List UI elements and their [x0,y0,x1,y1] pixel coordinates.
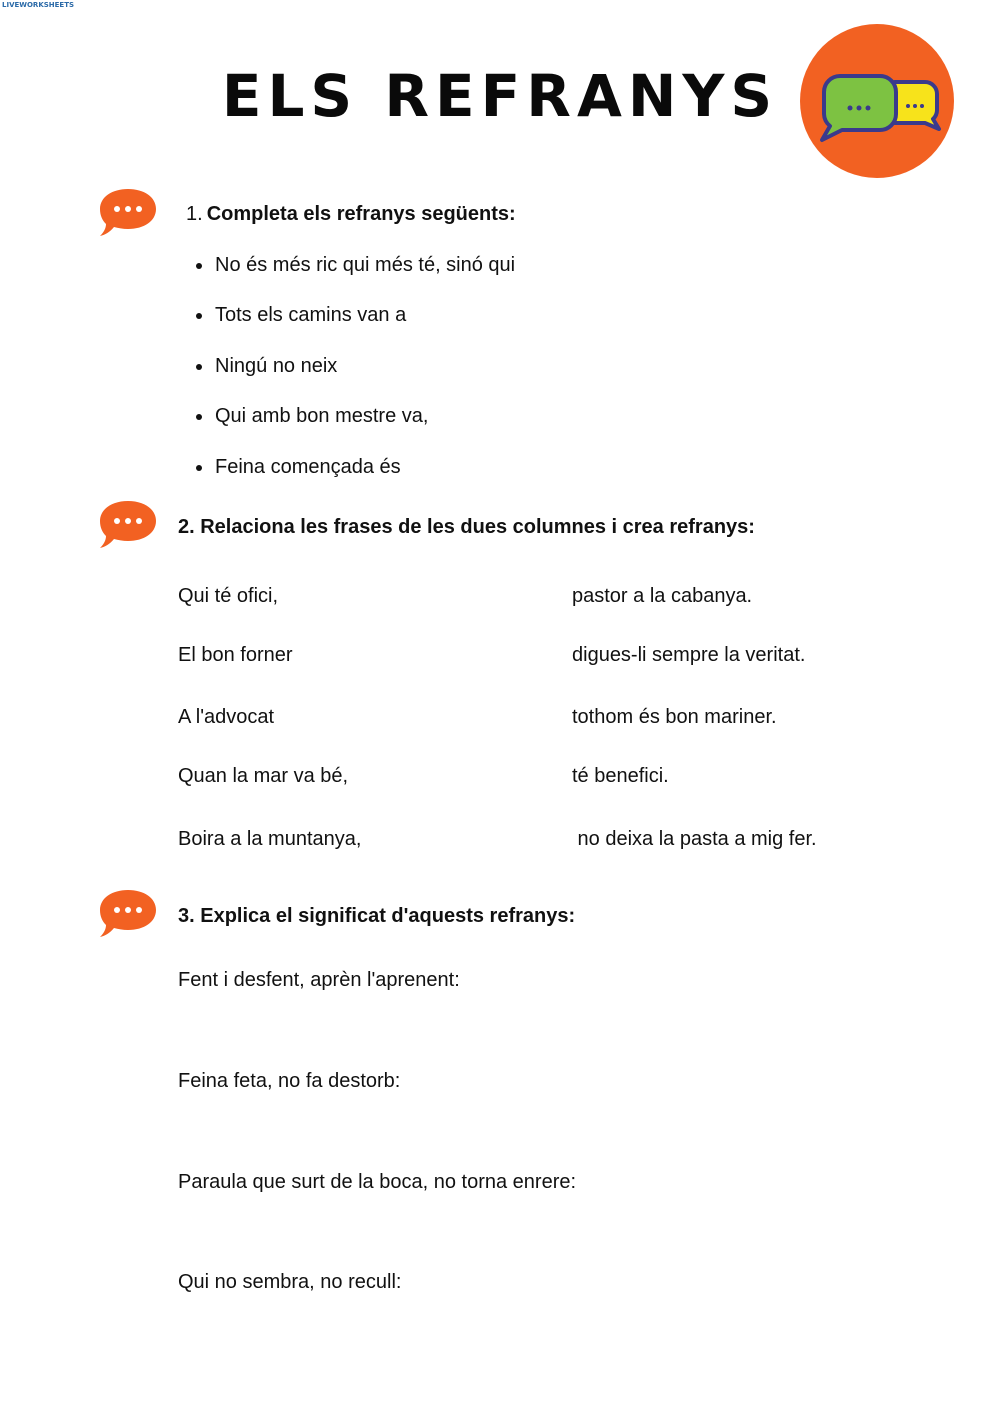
page-title: ELS REFRANYS [221,62,779,130]
section1-list [194,251,515,503]
speech-bubble-icon [98,888,158,940]
brand-logo-text: LIVEWORKSHEETS [2,1,75,9]
list-item: Ningú no neix [194,352,515,402]
pair-right[interactable]: té benefici. [572,765,669,787]
list-item: Qui amb bon mestre va, [194,402,515,452]
list-item: Feina començada és [194,453,515,503]
section2-heading: 2. Relaciona les frases de les dues columnes i crea refranys: [178,516,755,538]
speech-bubble-icon [98,499,158,551]
pair-right[interactable]: pastor a la cabanya. [572,585,753,607]
speech-bubble-icon [98,187,158,239]
pair-left[interactable]: Qui té ofici, [178,585,279,607]
list-item: Tots els camins van a [194,301,515,351]
pair-left[interactable]: Quan la mar va bé, [178,765,349,787]
pair-right[interactable]: digues-li sempre la veritat. [572,644,806,666]
pair-right[interactable]: tothom és bon mariner. [572,706,777,728]
section1-heading-text: Completa els refranys següents: [206,203,516,225]
section3-heading: 3. Explica el significat d'aquests refranys: [178,905,576,927]
proverb-text: Fent i desfent, aprèn l'aprenent: [178,969,460,991]
proverb-text: Feina feta, no fa destorb: [178,1070,401,1092]
pair-left[interactable]: Boira a la muntanya, [178,828,362,850]
list-item: No és més ric qui més té, sinó qui [194,251,515,301]
proverb-text: Paraula que surt de la boca, no torna enrere: [178,1171,577,1193]
pair-left[interactable]: El bon forner [178,644,293,666]
pair-left[interactable]: A l'advocat [178,706,275,728]
section1-number: 1. [186,203,203,225]
section1-heading [186,203,516,226]
proverb-text: Qui no sembra, no recull: [178,1271,402,1293]
pair-right[interactable]: no deixa la pasta a mig fer. [572,828,817,850]
speech-bubbles-icon [800,24,954,178]
